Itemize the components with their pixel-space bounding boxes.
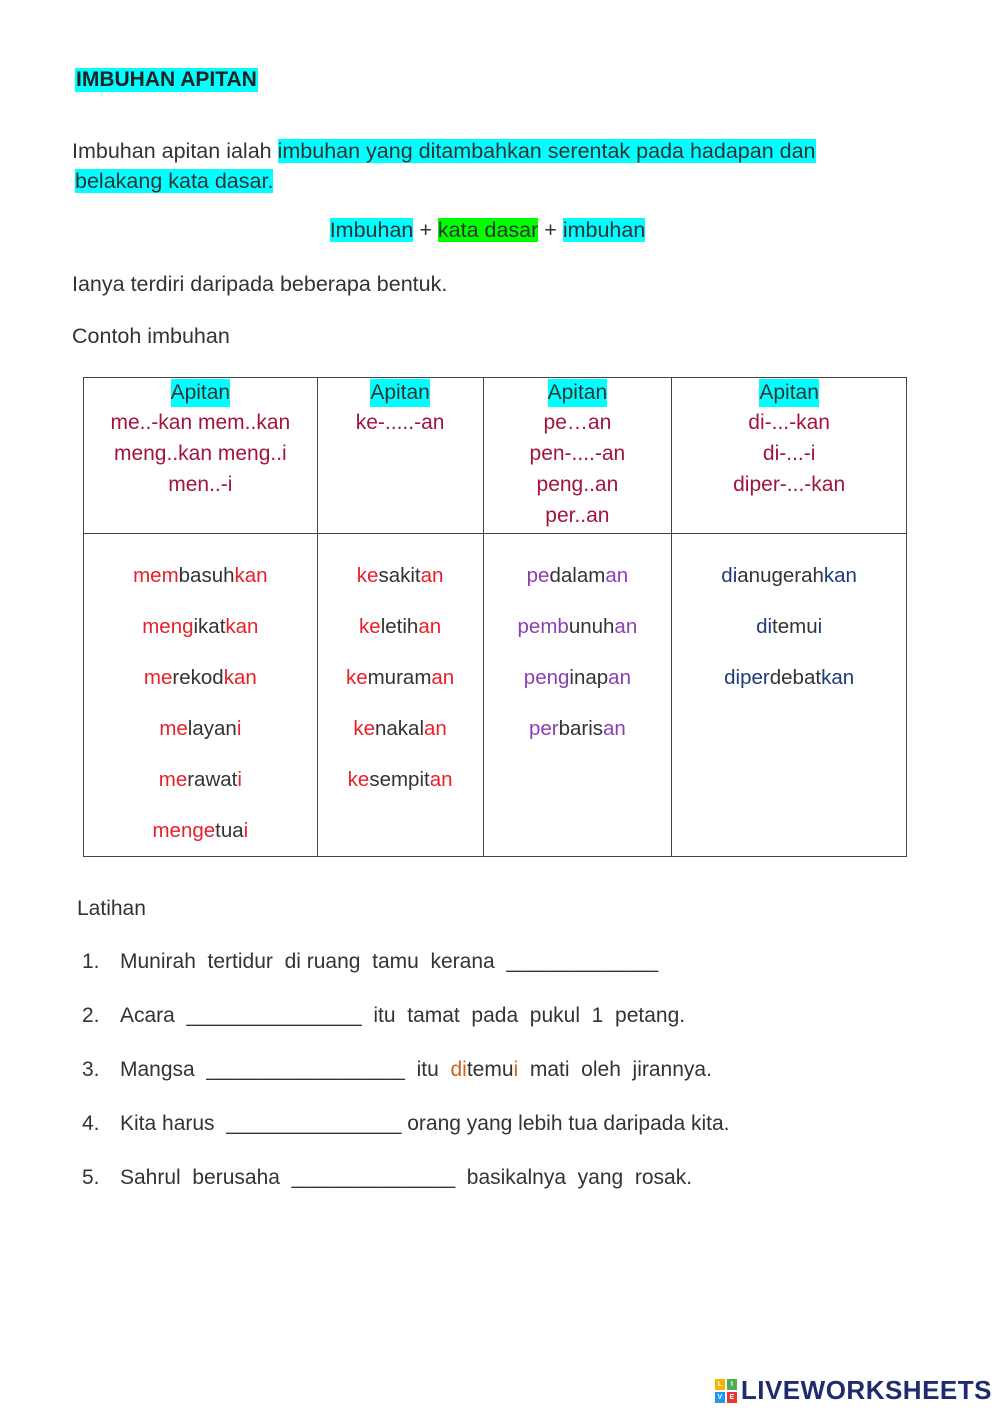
word-part: inap [569, 666, 609, 689]
affix-part: diper [724, 666, 770, 689]
affix-form: pen-....-an [529, 442, 626, 465]
contoh-label: Contoh imbuhan [72, 324, 230, 348]
example-word [84, 601, 317, 652]
affix-part: di [450, 1058, 467, 1081]
example-word [672, 601, 906, 652]
example-word [84, 805, 317, 856]
apitan-table [83, 377, 907, 857]
affix-part: ke [347, 768, 370, 791]
affix-part: an [603, 717, 626, 740]
word-part: unuh [568, 615, 615, 638]
column-heading: Apitan [548, 379, 608, 407]
affix-part: pe [526, 564, 550, 587]
word-part: dalam [549, 564, 606, 587]
word-part: muram [367, 666, 432, 689]
affix-form: me..-kan mem..kan [110, 411, 291, 434]
affix-part: peng [523, 666, 570, 689]
column-heading: Apitan [171, 379, 231, 407]
question-number: 4. [82, 1112, 100, 1135]
definition-line-2 [75, 166, 273, 196]
affix-form: meng..kan meng..i [113, 442, 287, 465]
affix-part: i [513, 1058, 519, 1081]
question-number: 1. [82, 950, 100, 973]
example-word [484, 703, 672, 754]
definition-highlight-1: imbuhan yang ditambahkan serentak pada hadapan dan [277, 139, 816, 163]
question-number: 3. [82, 1058, 100, 1081]
question-item [82, 1112, 729, 1136]
word-part: rekod [172, 666, 224, 689]
question-item [82, 1058, 712, 1082]
affix-part: ke [356, 564, 379, 587]
table-examples-row [84, 534, 907, 857]
example-word [318, 550, 483, 601]
affix-part: an [431, 666, 455, 689]
affix-part: i [817, 615, 823, 638]
liveworksheets-logo [715, 1375, 992, 1406]
affix-part: me [158, 768, 188, 791]
affix-form: di-...-kan [748, 411, 830, 434]
affix-part: an [429, 768, 453, 791]
example-word [318, 601, 483, 652]
affix-part: ke [345, 666, 368, 689]
word-part: Sahrul berusaha ______________ basikalnya yang rosak. [120, 1166, 693, 1189]
header-cell [483, 378, 672, 534]
affix-part: an [420, 564, 444, 587]
affix-part: kan [234, 564, 268, 587]
affix-form: pe…an [543, 411, 612, 434]
affix-part: pemb [517, 615, 569, 638]
definition-line-1 [72, 136, 816, 166]
header-cell [84, 378, 318, 534]
affix-part: ke [353, 717, 375, 740]
word-part: mati oleh jirannya. [518, 1058, 712, 1081]
affix-part: kan [823, 564, 857, 587]
affix-part: an [614, 615, 638, 638]
formula-plus-1: + [419, 218, 432, 242]
word-part: basuh [178, 564, 235, 587]
formula [0, 218, 975, 243]
affix-part: menge [152, 819, 216, 842]
affix-part: mem [133, 564, 179, 587]
word-part: rawat [187, 768, 238, 791]
header-cell [317, 378, 483, 534]
example-word [84, 703, 317, 754]
example-word [484, 601, 672, 652]
definition-highlight-2: belakang kata dasar. [75, 169, 274, 193]
formula-kata-dasar: kata dasar [437, 218, 539, 242]
question-item [82, 1166, 692, 1190]
question-item [82, 1004, 685, 1028]
question-item [82, 950, 658, 974]
affix-part: meng [142, 615, 194, 638]
word-part: anugerah [737, 564, 824, 587]
example-word [318, 703, 483, 754]
word-part: sakit [378, 564, 421, 587]
affix-part: di [721, 564, 738, 587]
example-word [672, 550, 906, 601]
example-word [84, 754, 317, 805]
example-word [484, 550, 672, 601]
intro-text: Ianya terdiri daripada beberapa bentuk. [72, 272, 448, 296]
affix-part: an [418, 615, 442, 638]
definition-prefix: Imbuhan apitan ialah [72, 139, 278, 163]
example-word [84, 652, 317, 703]
affix-part: ke [359, 615, 381, 638]
affix-part: kan [223, 666, 257, 689]
word-part: ikat [193, 615, 226, 638]
affix-part: kan [225, 615, 259, 638]
affix-part: i [243, 819, 249, 842]
word-part: sempit [369, 768, 430, 791]
affix-form: men..-i [168, 473, 233, 496]
word-part: debat [769, 666, 822, 689]
word-part: baris [558, 717, 604, 740]
affix-part: i [237, 768, 242, 791]
question-number: 5. [82, 1166, 100, 1189]
affix-part: per [528, 717, 559, 740]
affix-part: an [608, 666, 631, 689]
formula-plus-2: + [544, 218, 557, 242]
examples-cell [672, 534, 907, 857]
examples-cell [84, 534, 318, 857]
examples-cell [483, 534, 672, 857]
affix-part: me [143, 666, 173, 689]
formula-imbuhan-2: imbuhan [562, 218, 646, 242]
word-part: Kita harus _______________ orang yang lebih tua daripada kita. [120, 1112, 730, 1135]
affix-part: me [159, 717, 188, 740]
word-part: Mangsa _________________ itu [120, 1058, 451, 1081]
table-header-row [84, 378, 907, 534]
word-part: temu [466, 1058, 514, 1081]
example-word [484, 652, 672, 703]
page-title: IMBUHAN APITAN [76, 68, 257, 91]
header-cell [672, 378, 907, 534]
affix-form: peng..an [536, 473, 619, 496]
question-number: 2. [82, 1004, 100, 1027]
affix-form: per..an [545, 504, 610, 527]
affix-part: i [236, 717, 242, 740]
logo-mark-icon: L I V E [715, 1379, 737, 1403]
column-heading: Apitan [759, 379, 819, 407]
affix-part: di [756, 615, 773, 638]
example-word [84, 550, 317, 601]
affix-form: ke-.....-an [355, 411, 445, 434]
examples-cell [317, 534, 483, 857]
affix-part: kan [821, 666, 855, 689]
word-part: letih [380, 615, 419, 638]
word-part: layan [187, 717, 237, 740]
word-part: tua [215, 819, 244, 842]
example-word [318, 652, 483, 703]
logo-text: LIVEWORKSHEETS [740, 1375, 992, 1405]
example-word [318, 754, 483, 805]
example-word [672, 652, 906, 703]
word-part: Munirah tertidur di ruang tamu kerana _____________ [120, 950, 659, 973]
affix-form: di-...-i [762, 442, 816, 465]
word-part: nakal [375, 717, 425, 740]
affix-form: diper-...-kan [733, 473, 846, 496]
word-part: Acara _______________ itu tamat pada pukul 1 petang. [120, 1004, 686, 1027]
word-part: temu [772, 615, 818, 638]
affix-part: an [424, 717, 447, 740]
affix-part: an [605, 564, 629, 587]
column-heading: Apitan [370, 379, 430, 407]
latihan-title: Latihan [77, 897, 146, 920]
formula-imbuhan-1: Imbuhan [329, 218, 414, 242]
